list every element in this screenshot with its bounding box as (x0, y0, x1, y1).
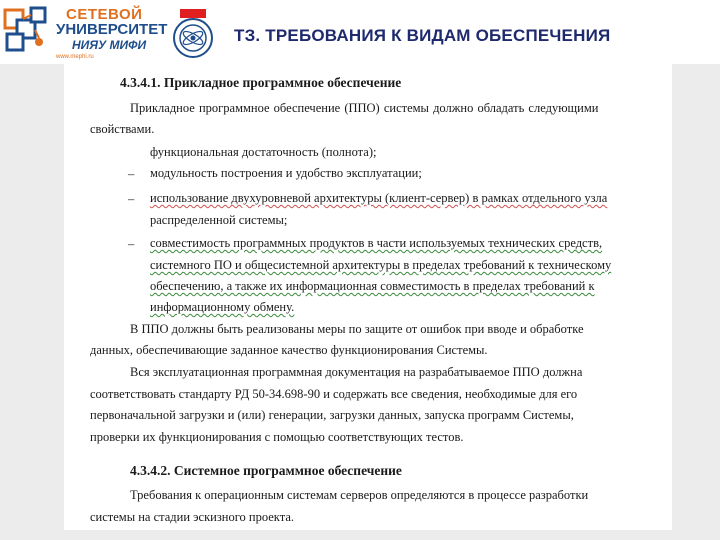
slide-header (0, 0, 720, 64)
section-heading-4-3-4-2: 4.3.4.2. Системное программное обеспечение (130, 463, 402, 478)
list-dash: – (128, 192, 135, 206)
logo-wordmark (56, 6, 166, 62)
list-item-3-line-2: распределенной системы; (150, 213, 288, 227)
para-3-line-3: первоначальной загрузки и (или) генерации, загрузки данных, запуска программ Системы, (90, 408, 574, 422)
para-2-line-1: В ППО должны быть реализованы меры по защите от ошибок при вводе и обработке (130, 322, 584, 336)
intro-line-2: свойствами. (90, 122, 155, 136)
list-item-3-line-1: использование двухуровневой архитектуры (клиент-сервер) в рамках отдельного узла (150, 191, 608, 205)
para-4-line-2: системы на стадии эскизного проекта. (90, 510, 294, 524)
para-3-line-1: Вся эксплуатационная программная документация на разрабатываемое ППО должна (130, 365, 583, 379)
list-item-4-line-4: информационному обмену. (150, 300, 295, 314)
list-item-2: модульность построения и удобство эксплуатации; (150, 166, 422, 180)
university-emblem-icon (170, 8, 216, 60)
list-item-4-line-1: совместимость программных продуктов в части используемых технических средств, (150, 236, 603, 250)
list-item-4-line-2: системного ПО и общесистемной архитектуры в пределах требований к техническому (150, 258, 612, 272)
logo-line-3: НИЯУ МИФИ (72, 38, 147, 52)
list-dash: – (128, 167, 135, 181)
para-3-line-2: соответствовать стандарту РД 50-34.698-90 и содержать все сведения, необходимые для его (90, 387, 578, 401)
para-2-line-2: данных, обеспечивающие заданное качество функционирования Системы. (90, 343, 488, 357)
para-3-line-4: проверки их функционирования с помощью соответствующих тестов. (90, 430, 464, 444)
slide-title: ТЗ. ТРЕБОВАНИЯ К ВИДАМ ОБЕСПЕЧЕНИЯ (234, 26, 611, 45)
list-dash: – (128, 237, 135, 251)
document-page (64, 64, 672, 530)
logo-line-1: СЕТЕВОЙ (66, 6, 143, 23)
section-heading-4-3-4-1: 4.3.4.1. Прикладное программное обеспечение (120, 75, 402, 90)
logo-line-2: УНИВЕРСИТЕТ (56, 21, 168, 38)
list-item-4-line-3: обеспечению, а также их информационная совместимость в пределах требований к (150, 279, 595, 293)
network-university-logo-icon (3, 6, 53, 56)
list-item-1: функциональная достаточность (полнота); (150, 145, 377, 159)
para-4-line-1: Требования к операционным системам серверов определяются в процессе разработки (130, 488, 589, 502)
logo-line-4: www.mephi.ru (56, 54, 94, 60)
intro-line-1: Прикладное программное обеспечение (ППО) системы должно обладать следующими (130, 101, 599, 115)
